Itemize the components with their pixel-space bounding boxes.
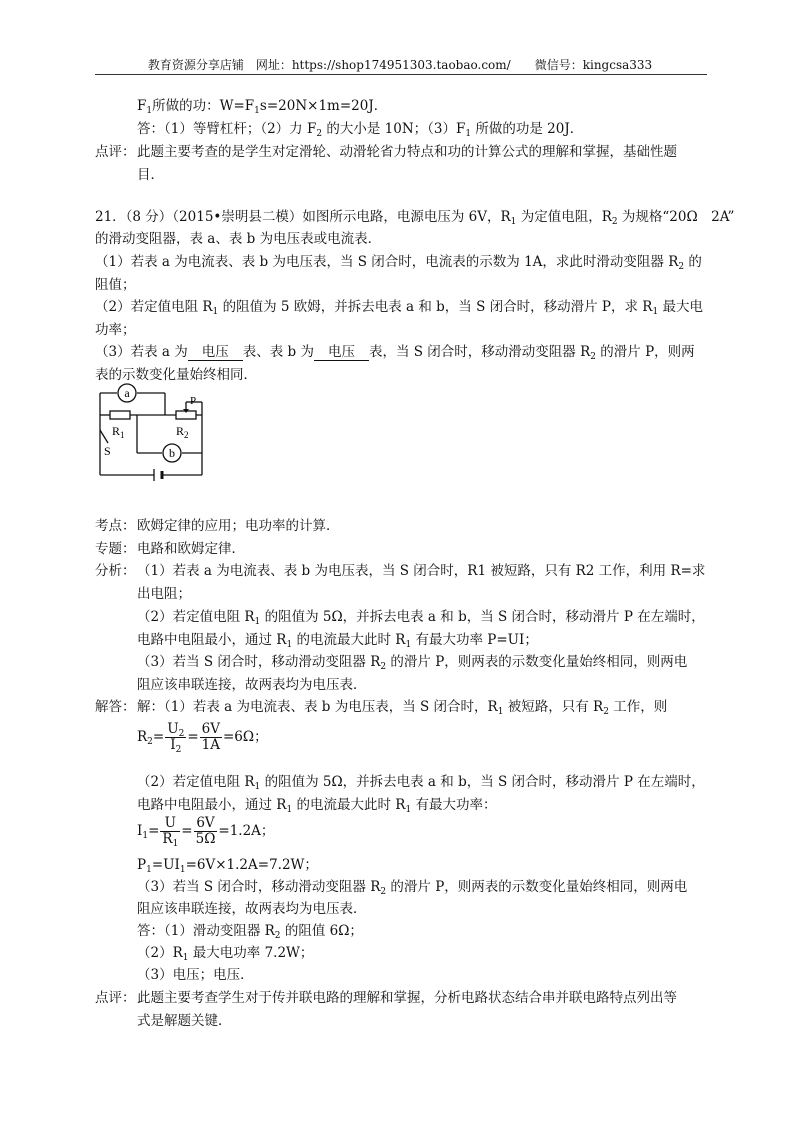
- fenxi-label: 分析：: [95, 563, 136, 579]
- question-part1-line1: （1）若表 a 为电流表、表 b 为电压表，当 S 闭合时，电流表的示数为 1A，求此时滑动变阻器 $R_2$ 的: [95, 254, 702, 272]
- question-part2-line1: （2）若定值电阻 $R_1$ 的阻值为 5 欧姆，并拆去电表 a 和 b，当 S 闭合时，移动滑片 P，求 $R_1$ 最大电: [95, 299, 704, 317]
- prev-work-line: $F_1$所做的功：$W=F_1s=20N\times 1m=20J$．: [137, 98, 388, 116]
- solution-2-line2: 电路中电阻最小，通过 $R_1$ 的电流最大此时 $R_1$ 有最大功率：: [137, 797, 497, 815]
- solution-1-line: 解：（1）若表 a 为电流表、表 b 为电压表，当 S 闭合时，$R_1$ 被短路，只有 $R_2$ 工作，则: [137, 699, 668, 717]
- ammeter-a-icon: [118, 384, 136, 402]
- kaodian-label: 考点：: [95, 518, 136, 534]
- fenxi-3-line1: （3）若当 S 闭合时，移动滑动变阻器 $R_2$ 的滑片 P，则两表的示数变化量始终相同，则两电: [137, 654, 688, 672]
- prev-comment-label: 点评：: [95, 144, 136, 160]
- comment-line2: 式是解题关键．: [137, 1013, 232, 1029]
- header-divider: [95, 74, 707, 75]
- solution-2-line1: （2）若定值电阻 $R_1$ 的阻值为 5Ω，并拆去电表 a 和 b，当 S 闭合时，移动滑片 P 在左端时，: [137, 774, 705, 792]
- equation-p1: $P_1=UI_1=6V\times 1.2A=7.2W$；: [137, 857, 318, 875]
- solution-3-line2: 阻应该串联连接，故两表均为电压表．: [137, 901, 367, 917]
- solution-label: 解答：: [95, 699, 136, 715]
- question-part2-line2: 功率；: [95, 322, 136, 338]
- r1-label: R: [112, 424, 121, 438]
- meter-b-label: b: [169, 446, 175, 460]
- svg-text:R2: $R_2$: [176, 424, 189, 440]
- question-part3-line2: 表的示数变化量始终相同．: [95, 367, 257, 383]
- prev-comment-line2: 目．: [137, 167, 164, 183]
- circuit-diagram: [90, 375, 220, 485]
- zhuanti-text: 电路和欧姆定律．: [137, 541, 245, 557]
- question-part1-line2: 阻值；: [95, 277, 136, 293]
- page-header: 教育资源分享店铺 网址：https://shop174951303.taobao.com/ 微信号：kingcsa333: [147, 58, 653, 72]
- resistor-r1-icon: [110, 411, 130, 440]
- prev-answer-line: 答：（1）等臂杠杆；（2）力 $F_2$ 的大小是 10N；$(3)F_1$ 所做的功是 20J．: [137, 121, 584, 139]
- svg-text:R1: $R_1$: [112, 424, 125, 440]
- fenxi-1-line2: 出电阻；: [137, 586, 191, 602]
- slider-label: P: [190, 395, 197, 407]
- answer-1: 答：（1）滑动变阻器 $R_2$ 的阻值 6Ω；: [137, 923, 363, 941]
- answer-2: $(2)R_1$ 最大电功率 7.2W；: [137, 945, 314, 963]
- r2-label: R: [176, 424, 185, 438]
- zhuanti-label: 专题：: [95, 541, 136, 557]
- comment-line1: 此题主要考查学生对于传并联电路的理解和掌握，分析电路状态结合串并联电路特点列出等: [137, 990, 677, 1006]
- meter-a-label: a: [124, 386, 130, 400]
- answer-3: （3）电压；电压．: [137, 967, 254, 983]
- question-part3-line1: （3）若表 a 为 电压 表、表 b 为 电压 表，当 S 闭合时，移动滑动变阻器 $R_2$ 的滑片 P，则两: [95, 344, 695, 362]
- solution-3-line1: （3）若当 S 闭合时，移动滑动变阻器 $R_2$ 的滑片 P，则两表的示数变化量始终相同，则两电: [137, 879, 688, 897]
- comment-label: 点评：: [95, 990, 136, 1006]
- fenxi-2-line2: 电路中电阻最小，通过 $R_1$ 的电流最大此时 $R_1$ 有最大功率 P=UI；: [137, 632, 538, 650]
- equation-r2: $R_2=$ $\frac{U_2}{I_2}$ = $\frac{6V}{1A}$ =6Ω；: [137, 721, 268, 755]
- question-line1: 21．（8 分）（2015•崇明县二模）如图所示电路，电源电压为 6V，$R_1$ 为定值电阻，$R_2$ 为规格“20Ω 2A”: [95, 209, 735, 227]
- blank-answer-a: 电压: [188, 344, 243, 361]
- fenxi-3-line2: 阻应该串联连接，故两表均为电压表．: [137, 677, 367, 693]
- question-line2: 的滑动变阻器，表 a、表 b 为电压表或电流表．: [95, 231, 382, 247]
- switch-label: S: [104, 444, 111, 458]
- blank-answer-b: 电压: [314, 344, 369, 361]
- voltmeter-b-icon: [163, 444, 181, 462]
- equation-i1: $I_1=$ $\frac{U}{R_1}$ = $\frac{6V}{5\Omega}$ =1.2A；: [137, 815, 275, 849]
- fenxi-2-line1: （2）若定值电阻 $R_1$ 的阻值为 5Ω，并拆去电表 a 和 b，当 S 闭合时，移动滑片 P 在左端时，: [137, 609, 705, 627]
- prev-comment-line1: 此题主要考查的是学生对定滑轮、动滑轮省力特点和功的计算公式的理解和掌握，基础性题: [137, 144, 677, 160]
- fenxi-1-line1: （1）若表 a 为电流表、表 b 为电压表，当 S 闭合时，R1 被短路，只有 R2 工作，利用 R=求: [137, 563, 706, 579]
- kaodian-text: 欧姆定律的应用；电功率的计算．: [137, 518, 340, 534]
